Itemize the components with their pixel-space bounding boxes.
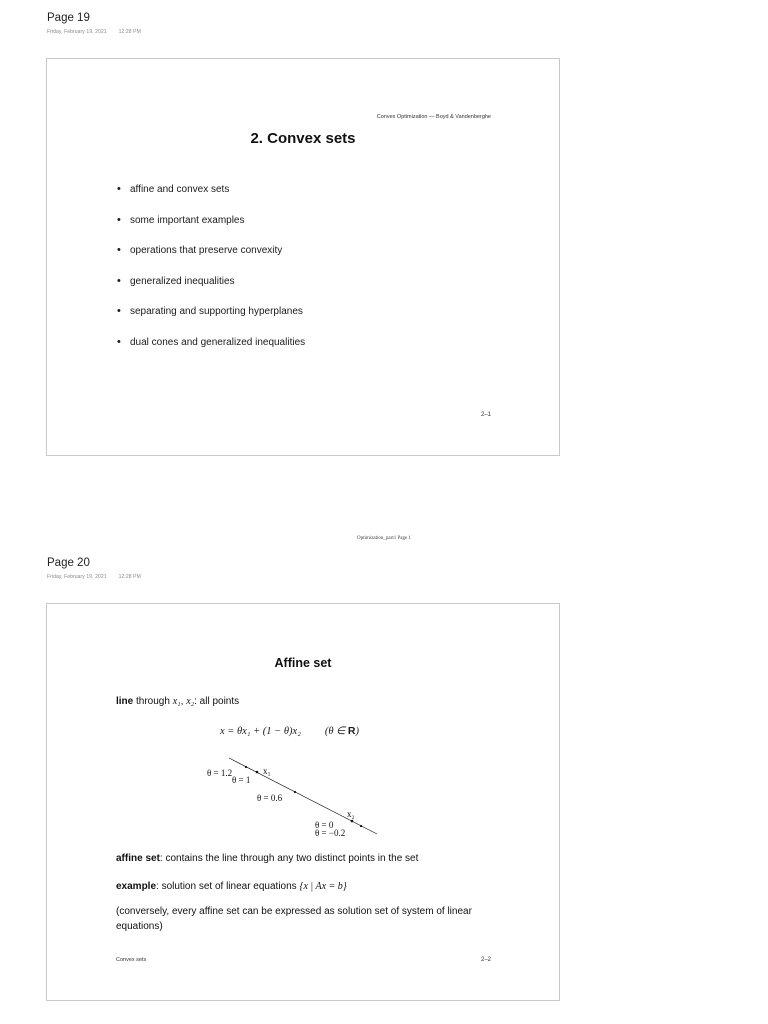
point-theta-neg-0-2	[360, 825, 362, 827]
line-text-end: : all points	[194, 696, 240, 707]
page-time: 12:28 PM	[118, 574, 141, 580]
page-date: Friday, February 19, 2021	[47, 29, 107, 35]
slide-footer: Convex sets	[116, 957, 147, 963]
page-title: Page 20	[47, 557, 90, 569]
label-theta-neg-0-2: θ = −0.2	[315, 828, 346, 838]
term-affine-set: affine set	[116, 853, 160, 864]
bullet-item: • generalized inequalities	[117, 276, 305, 307]
course-header: Convex Optimization — Boyd & Vandenberghe	[376, 114, 491, 120]
bullet-item: • some important examples	[117, 215, 305, 246]
line-text: through	[133, 696, 173, 707]
label-theta-0: θ = 0	[315, 820, 334, 830]
page-date: Friday, February 19, 2021	[47, 574, 107, 580]
slide-title: 2. Convex sets	[250, 130, 356, 147]
formula-lhs: x = θx₁ + (1 − θ)x₂	[220, 726, 301, 737]
label-x2: x₂	[347, 809, 355, 819]
page-time: 12:28 PM	[118, 29, 141, 35]
slide-affine-set	[46, 603, 560, 1001]
math-set: {x | Ax = b}	[299, 881, 347, 892]
point-theta-1-2	[245, 766, 247, 768]
label-theta-0-6: θ = 0.6	[257, 793, 283, 803]
term-line: line	[116, 696, 134, 707]
page-header-20	[47, 557, 141, 580]
bullet-item: • operations that preserve convexity	[117, 245, 305, 276]
bullet-item: • separating and supporting hyperplanes	[117, 306, 305, 337]
page-header-19	[47, 12, 141, 35]
slide-convex-sets	[46, 58, 560, 456]
affine-text: : contains the line through any two distinct points in the set	[159, 853, 419, 864]
term-example: example	[116, 881, 157, 892]
math-x2: x₂	[186, 696, 195, 707]
line-diagram	[197, 754, 437, 844]
document-footer: Optimization_part1 Page 1	[357, 536, 411, 541]
slide-number: 2–2	[480, 957, 491, 963]
bullet-item: • dual cones and generalized inequalities	[117, 337, 305, 368]
slide-number: 2–1	[480, 412, 491, 418]
math-x1: x₁	[172, 696, 181, 707]
page-title: Page 19	[47, 12, 90, 24]
formula-cond-close: )	[355, 726, 360, 737]
line-through-points	[229, 758, 377, 834]
label-x1: x₁	[263, 766, 271, 776]
bullet-item: • affine and convex sets	[117, 184, 305, 215]
example-body: : solution set of linear equations	[156, 881, 300, 892]
conversely-text: (conversely, every affine set can be expressed as solution set of system of linear equations)	[116, 906, 472, 932]
page-timestamp	[47, 29, 141, 35]
affine-formula	[220, 725, 359, 737]
affine-definition	[116, 852, 418, 867]
point-x1	[256, 771, 259, 774]
example-text	[116, 880, 347, 895]
formula-cond-open: (θ ∈	[324, 726, 348, 737]
bullet-list	[117, 184, 305, 368]
point-theta-0-6	[294, 791, 296, 793]
label-theta-1-2: θ = 1.2	[207, 768, 233, 778]
point-x2	[351, 820, 354, 823]
comma: ,	[180, 696, 187, 707]
line-definition	[116, 695, 239, 710]
reals-symbol: R	[347, 725, 356, 737]
page-timestamp	[47, 574, 141, 580]
label-theta-1: θ = 1	[232, 775, 251, 785]
slide-title: Affine set	[274, 656, 332, 670]
